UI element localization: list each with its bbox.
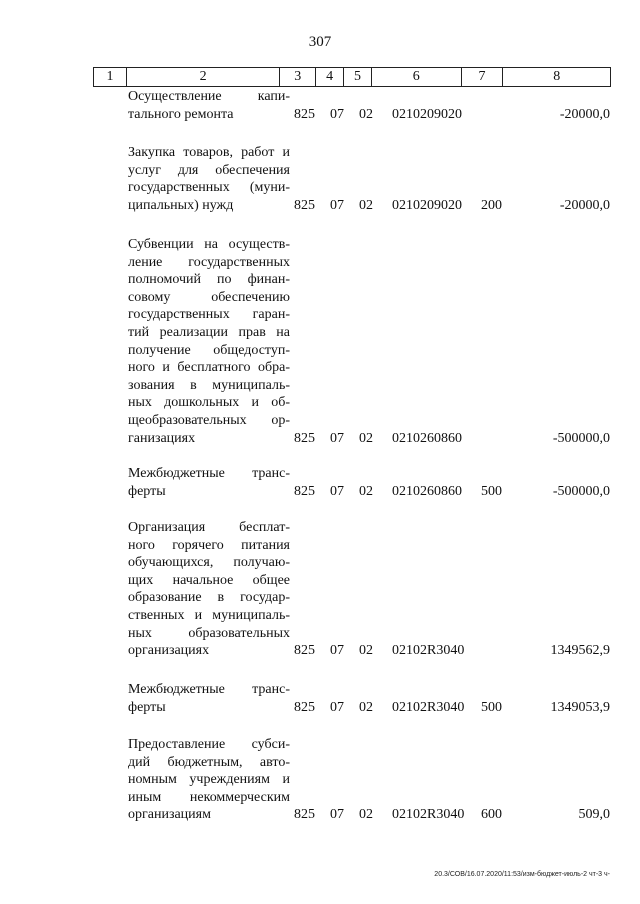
subsection-code: 02 — [359, 643, 373, 659]
description-line: Организация бесплат- — [128, 520, 290, 535]
amount-value: -500000,0 — [552, 483, 610, 499]
subsection-code: 02 — [359, 430, 373, 446]
description-line: тий реализации прав на — [128, 324, 290, 340]
section-code: 07 — [330, 197, 344, 213]
expense-type-code: 200 — [481, 197, 502, 213]
subsection-code: 02 — [359, 699, 373, 715]
amount-value: 1349562,9 — [550, 643, 610, 659]
header-col-4: 4 — [316, 68, 344, 86]
section-code: 07 — [330, 699, 344, 715]
header-col-1: 1 — [94, 68, 127, 86]
target-article-code: 02102R3040 — [392, 643, 465, 659]
target-article-code: 0210209020 — [392, 106, 462, 122]
admin-code: 825 — [294, 699, 315, 715]
description-line: ферты — [128, 483, 166, 499]
target-article-code: 0210260860 — [392, 430, 462, 446]
section-code: 07 — [330, 483, 344, 499]
expense-type-code: 500 — [481, 483, 502, 499]
description-line: щеобразовательных ор- — [128, 412, 290, 428]
header-col-7: 7 — [462, 68, 504, 86]
description-line: образование в государ- — [128, 590, 290, 606]
description-line: Межбюджетные транс- — [128, 466, 290, 481]
subsection-code: 02 — [359, 807, 373, 823]
description-line: дий бюджетным, авто- — [128, 754, 290, 770]
header-col-6: 6 — [372, 68, 462, 86]
admin-code: 825 — [294, 483, 315, 499]
expense-type-code: 500 — [481, 699, 502, 715]
description-line: Закупка товаров, работ и — [128, 145, 290, 160]
target-article-code: 02102R3040 — [392, 807, 465, 823]
description-line: ных дошкольных и об- — [128, 395, 290, 411]
description-line: ципальных) нужд — [128, 197, 234, 213]
amount-value: 509,0 — [578, 807, 610, 823]
header-col-5: 5 — [344, 68, 372, 86]
description-line: Предоставление субси- — [128, 737, 290, 752]
description-line: ного и бесплатного обра- — [128, 360, 290, 376]
row-description — [128, 681, 290, 716]
description-line: ление государственных — [128, 254, 290, 270]
description-line: ных образовательных — [128, 625, 290, 641]
description-line: ного горячего питания — [128, 537, 290, 553]
description-line: организациях — [128, 643, 210, 659]
description-line: обучающихся, получаю- — [128, 555, 290, 571]
header-col-8: 8 — [553, 69, 561, 84]
description-line: ганизациях — [128, 430, 196, 446]
admin-code: 825 — [294, 807, 315, 823]
amount-value: -20000,0 — [559, 106, 610, 122]
row-description — [128, 736, 290, 824]
admin-code: 825 — [294, 643, 315, 659]
description-line: тального ремонта — [128, 106, 234, 122]
document-footer: 20.3/СОВ/16.07.2020/11:53/изм-бюджет-июль-2 чт-3 ч- — [434, 871, 610, 878]
description-line: иным некоммерческим — [128, 789, 290, 805]
description-line: номным учреждениям и — [128, 772, 290, 788]
page-number: 307 — [308, 34, 332, 50]
description-line: государственных (муни- — [128, 180, 290, 196]
row-description — [128, 144, 290, 214]
header-col-3: 3 — [280, 68, 316, 86]
row-description — [128, 88, 290, 123]
header-col-2: 2 — [127, 68, 280, 86]
admin-code: 825 — [294, 106, 315, 122]
description-line: государственных гаран- — [128, 307, 290, 323]
description-line: Межбюджетные транс- — [128, 682, 290, 697]
description-line: услуг для обеспечения — [128, 162, 290, 178]
description-line: полномочий по финан- — [128, 272, 290, 288]
admin-code: 825 — [294, 430, 315, 446]
subsection-code: 02 — [359, 106, 373, 122]
target-article-code: 0210260860 — [392, 483, 462, 499]
row-description — [128, 236, 290, 447]
description-line: щих начальное общее — [128, 572, 290, 588]
section-code: 07 — [330, 643, 344, 659]
description-line: получение общедоступ- — [128, 342, 290, 358]
description-line: зования в муниципаль- — [128, 377, 290, 393]
description-line: ферты — [128, 699, 166, 715]
description-line: Субвенции на осуществ- — [128, 237, 290, 252]
row-description — [128, 519, 290, 660]
row-description — [128, 465, 290, 500]
description-line: ственных и муниципаль- — [128, 607, 290, 623]
amount-value: -500000,0 — [552, 430, 610, 446]
description-line: организациям — [128, 807, 211, 823]
section-code: 07 — [330, 106, 344, 122]
subsection-code: 02 — [359, 483, 373, 499]
target-article-code: 02102R3040 — [392, 699, 465, 715]
description-line: Осуществление капи- — [128, 89, 290, 104]
amount-value: -20000,0 — [559, 197, 610, 213]
table-header-row — [93, 67, 611, 87]
admin-code: 825 — [294, 197, 315, 213]
section-code: 07 — [330, 430, 344, 446]
target-article-code: 0210209020 — [392, 197, 462, 213]
section-code: 07 — [330, 807, 344, 823]
expense-type-code: 600 — [481, 807, 502, 823]
subsection-code: 02 — [359, 197, 373, 213]
description-line: совому обеспечению — [128, 289, 290, 305]
amount-value: 1349053,9 — [550, 699, 610, 715]
